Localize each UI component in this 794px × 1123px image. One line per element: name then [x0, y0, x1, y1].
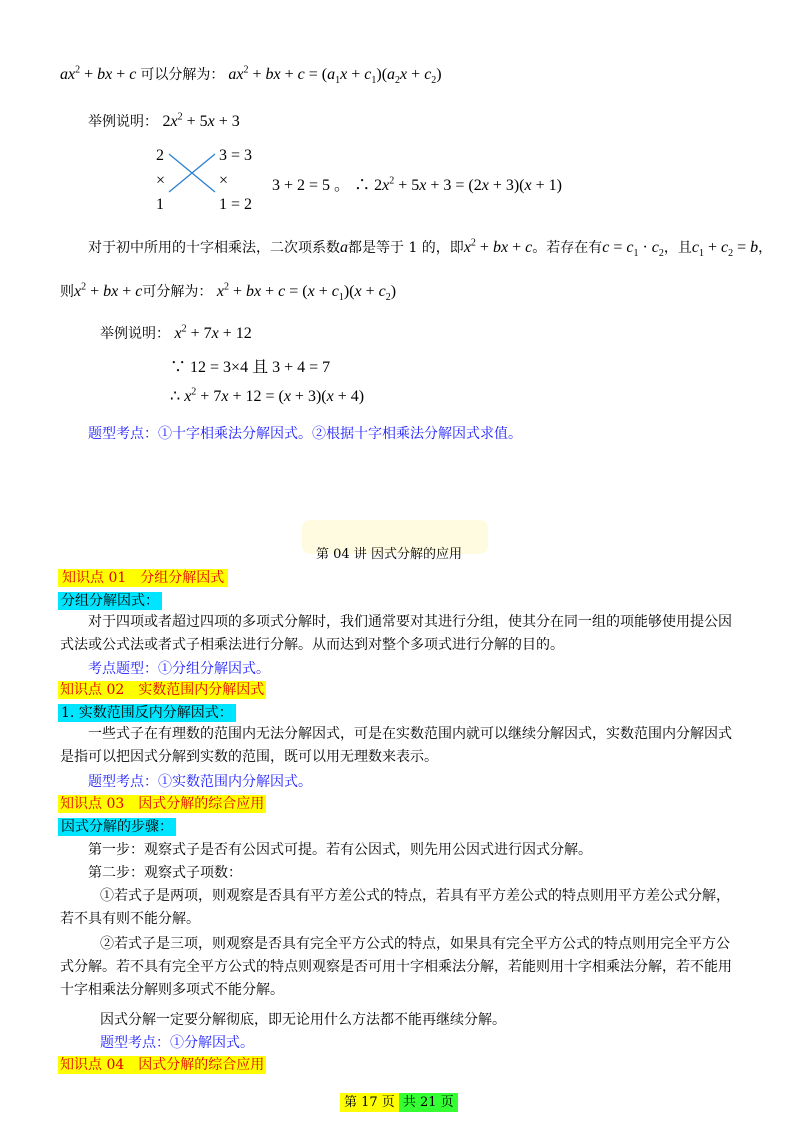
- kp3-step1: 第一步：观察式子是否有公因式可提。若有公因式，则先用公因式进行因式分解。: [88, 842, 592, 858]
- cross-left-mid: ×: [156, 172, 166, 189]
- cross-right-bot: 1 = 2: [219, 196, 253, 213]
- example-label-2: 举例说明：: [100, 326, 170, 342]
- kp1-title-wrap: [58, 567, 228, 587]
- cross-paragraph-c: 。若存在有: [532, 240, 603, 256]
- kp3-title-wrap: [58, 793, 266, 813]
- kp1-subtitle: 分组分解因式：: [58, 592, 162, 610]
- cross-result: 3 + 2 = 5 。 ∴ $2x^2 + 5x + 3 = (2x + 3)(x + 1)$: [272, 175, 562, 194]
- because-line: ∵ 12 = 3×4 且 3 + 4 = 7: [170, 359, 331, 376]
- kp1-exam: 考点题型：①分组分解因式。: [88, 661, 270, 677]
- exam-points-top: 题型考点：①十字相乘法分解因式。②根据十字相乘法分解因式求值。: [88, 426, 522, 442]
- kp4-title-wrap: [58, 1054, 266, 1074]
- cross-paragraph-a: 对于初中所用的十字相乘法，二次项系数: [88, 240, 340, 256]
- therefore-line: ∴ $x^2 + 7x + 12 = (x + 3)(x + 4)$: [170, 386, 365, 405]
- kp2-subtitle: 1. 实数范围反内分解因式：: [58, 704, 236, 722]
- can-factor-text: 可分解为：: [142, 284, 213, 300]
- kp1-body: 对于四项或者超过四项的多项式分解时，我们通常要对其进行分组，使其分在同一组的项能够使用提公因式法或公式法或者式子相乘法进行分解。从而达到对整个多项式进行分解的目的。: [60, 614, 732, 653]
- lecture-title: 第 04 讲 因式分解的应用: [316, 547, 462, 562]
- kp3-step2: 第二步：观察式子项数：: [88, 865, 242, 881]
- cross-lines: [165, 148, 220, 198]
- then-line: 则$x^2$ + bx + c可分解为： $x^2$ + bx + $c = (x + c_1)(x + c_2)$: [60, 281, 397, 304]
- kp3-exam: 题型考点：①分解因式。: [100, 1035, 254, 1051]
- cross-right-top: 3 = 3: [219, 147, 253, 164]
- kp3-note: 因式分解一定要分解彻底，即无论用什么方法都不能再继续分解。: [100, 1012, 506, 1028]
- kp3-title: 知识点 03 因式分解的综合应用: [60, 796, 265, 812]
- kp4-title: 知识点 04 因式分解的综合应用: [60, 1057, 265, 1073]
- then-text: 则: [60, 284, 74, 300]
- kp3-case1: ①若式子是两项，则观察是否具有平方差公式的特点，若具有平方差公式的特点则用平方差公式分解，若不具有则不能分解。: [60, 888, 730, 927]
- cross-left-top: 2: [156, 147, 164, 164]
- formula-line-1-text: 可以分解为：: [140, 67, 225, 83]
- kp2-exam: 题型考点：①实数范围内分解因式。: [88, 774, 312, 790]
- cross-paragraph: 对于初中所用的十字相乘法，二次项系数a都是等于 1 的，即$x^2$ + bx + c。若存在有$c = c_1 \cdot c_2$，且$c_1 + c_2 = b$，: [88, 237, 773, 260]
- cross-paragraph-d: ，且: [663, 240, 692, 256]
- kp1-title: 知识点 01 分组分解因式: [58, 569, 228, 587]
- kp1-subtitle-wrap: [58, 590, 162, 610]
- because-text: 12 = 3×4 且 3 + 4 = 7: [190, 359, 331, 376]
- footer-total-pages: 共 21 页: [399, 1093, 458, 1112]
- cross-paragraph-b: 都是等于 1 的，即: [348, 240, 464, 256]
- kp2-subtitle-wrap: [58, 702, 236, 722]
- formula-line-1: $ax^2$ + bx + c 可以分解为： $ax^2$ + bx + $c = (a_1x + c_1)(a_2x + c_2)$: [60, 64, 442, 87]
- cross-right-mid: ×: [219, 172, 229, 189]
- cross-left-bot: 1: [156, 196, 164, 213]
- example-line-2: 举例说明： $x^2 + 7x + 12$: [100, 323, 252, 342]
- kp2-title-wrap: [58, 679, 266, 699]
- kp3-subtitle: 因式分解的步骤：: [58, 818, 176, 836]
- kp2-body: 一些式子在有理数的范围内无法分解因式，可是在实数范围内就可以继续分解因式，实数范围内分解因式是指可以把因式分解到实数的范围，既可以用无理数来表示。: [60, 726, 732, 765]
- cross-sum: 3 + 2 = 5 。: [272, 177, 351, 194]
- kp2-title: 知识点 02 实数范围内分解因式: [60, 682, 265, 698]
- footer-page-number: 第 17 页: [340, 1093, 399, 1112]
- example-label: 举例说明：: [88, 114, 158, 130]
- page-footer: [340, 1091, 458, 1110]
- kp3-case2: ②若式子是三项，则观察是否具有完全平方公式的特点，如果具有完全平方公式的特点则用完全平方公式分解。若不具有完全平方公式的特点则观察是否可用十字相乘法分解，若能则用十字相乘法分解，若不能用十字相乘法分解则多项式不能分解。: [60, 936, 732, 998]
- kp3-subtitle-wrap: [58, 816, 176, 836]
- example-line-1: 举例说明： $2x^2 + 5x + 3$: [88, 111, 240, 130]
